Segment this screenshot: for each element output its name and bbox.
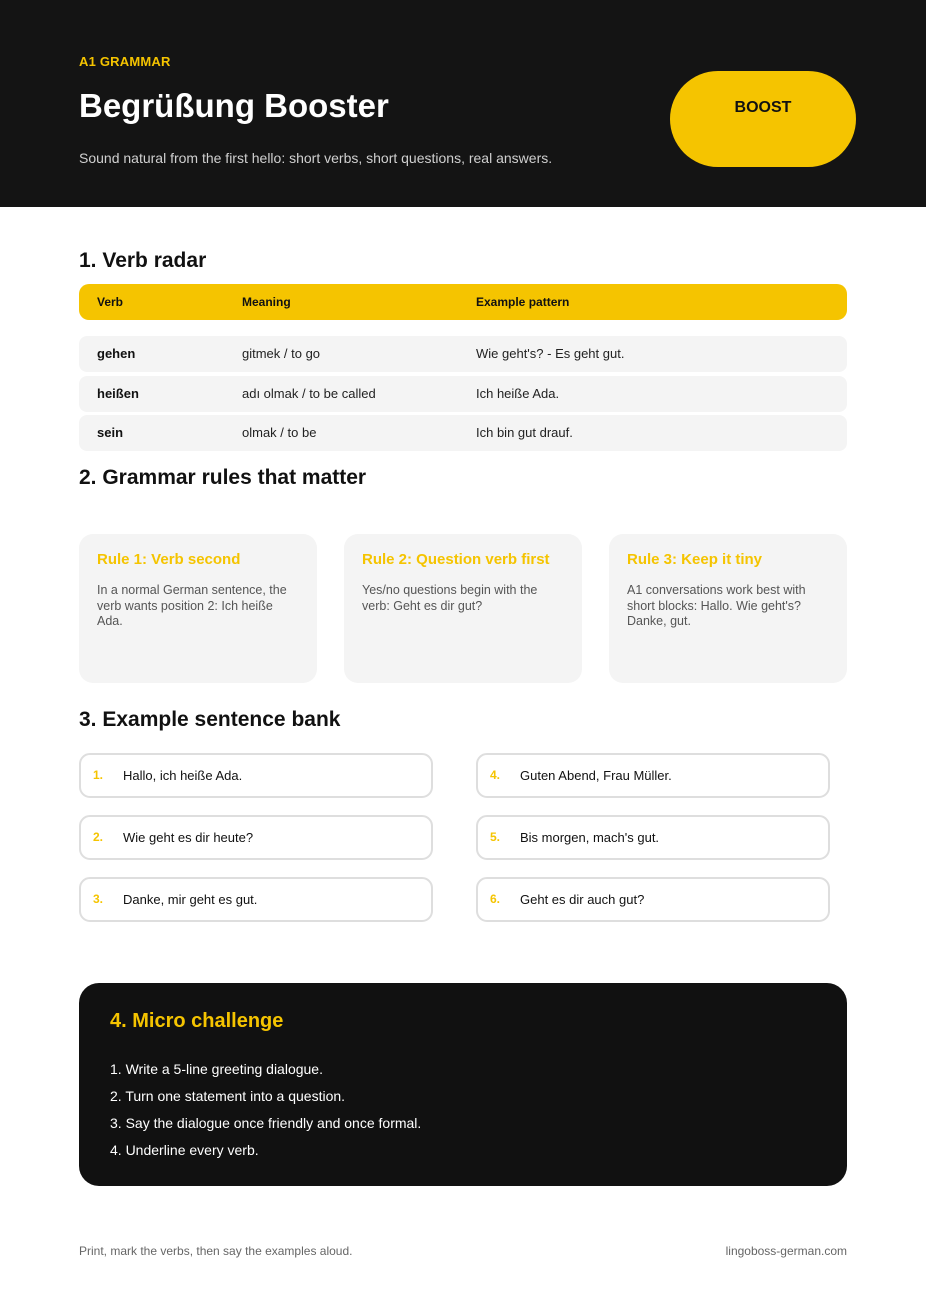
challenge-item: 3. Say the dialogue once friendly and once formal. bbox=[110, 1115, 422, 1131]
challenge-item: 2. Turn one statement into a question. bbox=[110, 1088, 346, 1104]
page-title: Begrüßung Booster bbox=[79, 87, 389, 124]
verb-cell: sein bbox=[97, 425, 124, 440]
example-cell: Wie geht's? - Es geht gut. bbox=[476, 346, 625, 361]
rule-card bbox=[344, 534, 582, 683]
table-row bbox=[79, 415, 847, 451]
rule-text: In a normal German sentence, the verb wants position 2: Ich heiße Ada. bbox=[97, 583, 287, 629]
sentence-item bbox=[476, 877, 830, 922]
meaning-cell: olmak / to be bbox=[242, 425, 317, 440]
table-row bbox=[79, 376, 847, 412]
micro-challenge-heading: 4. Micro challenge bbox=[110, 1010, 284, 1032]
footer-website: lingoboss-german.com bbox=[725, 1244, 847, 1258]
challenge-item: 4. Underline every verb. bbox=[110, 1142, 259, 1158]
footer-instruction: Print, mark the verbs, then say the examples aloud. bbox=[79, 1244, 353, 1258]
level-kicker: A1 GRAMMAR bbox=[79, 54, 171, 69]
sentence-item bbox=[79, 877, 433, 922]
sentence-text: Bis morgen, mach's gut. bbox=[520, 830, 660, 845]
rule-title: Rule 2: Question verb first bbox=[362, 551, 550, 568]
challenge-list bbox=[110, 1061, 421, 1169]
page-subtitle: Sound natural from the first hello: short verbs, short questions, real answers. bbox=[79, 150, 553, 166]
sentence-text: Hallo, ich heiße Ada. bbox=[123, 768, 243, 783]
sentence-text: Geht es dir auch gut? bbox=[520, 892, 645, 907]
page-header bbox=[0, 0, 926, 207]
column-header-verb: Verb bbox=[97, 295, 124, 309]
verb-cell: heißen bbox=[97, 386, 139, 401]
column-header-example: Example pattern bbox=[476, 295, 570, 309]
sentence-number: 5. bbox=[490, 830, 501, 844]
grammar-rules-heading: 2. Grammar rules that matter bbox=[79, 466, 367, 489]
rule-title: Rule 1: Verb second bbox=[97, 551, 241, 568]
sentence-number: 1. bbox=[93, 768, 104, 782]
sentence-item bbox=[476, 753, 830, 798]
rule-card bbox=[79, 534, 317, 683]
sentence-number: 4. bbox=[490, 768, 501, 782]
sentence-bank-heading: 3. Example sentence bank bbox=[79, 708, 341, 731]
rule-title: Rule 3: Keep it tiny bbox=[627, 551, 763, 568]
verb-table-header bbox=[79, 284, 847, 320]
example-cell: Ich heiße Ada. bbox=[476, 386, 560, 401]
boost-button[interactable]: BOOST bbox=[670, 71, 856, 167]
challenge-item: 1. Write a 5-line greeting dialogue. bbox=[110, 1061, 323, 1077]
sentence-text: Guten Abend, Frau Müller. bbox=[520, 768, 672, 783]
sentence-text: Danke, mir geht es gut. bbox=[123, 892, 258, 907]
column-header-meaning: Meaning bbox=[242, 295, 291, 309]
sentence-text: Wie geht es dir heute? bbox=[123, 830, 254, 845]
table-row bbox=[79, 336, 847, 372]
sentence-item bbox=[79, 753, 433, 798]
verb-cell: gehen bbox=[97, 346, 136, 361]
sentence-item bbox=[79, 815, 433, 860]
example-cell: Ich bin gut drauf. bbox=[476, 425, 573, 440]
meaning-cell: gitmek / to go bbox=[242, 346, 321, 361]
sentence-item bbox=[476, 815, 830, 860]
sentence-number: 6. bbox=[490, 892, 501, 906]
sentence-number: 2. bbox=[93, 830, 104, 844]
micro-challenge-panel bbox=[79, 983, 847, 1186]
meaning-cell: adı olmak / to be called bbox=[242, 386, 376, 401]
verb-radar-heading: 1. Verb radar bbox=[79, 249, 207, 272]
sentence-number: 3. bbox=[93, 892, 104, 906]
rule-card bbox=[609, 534, 847, 683]
rule-text: Yes/no questions begin with the verb: Geht es dir gut? bbox=[362, 583, 538, 613]
rule-text: A1 conversations work best with short blocks: Hallo. Wie geht's? Danke, gut. bbox=[627, 583, 806, 629]
